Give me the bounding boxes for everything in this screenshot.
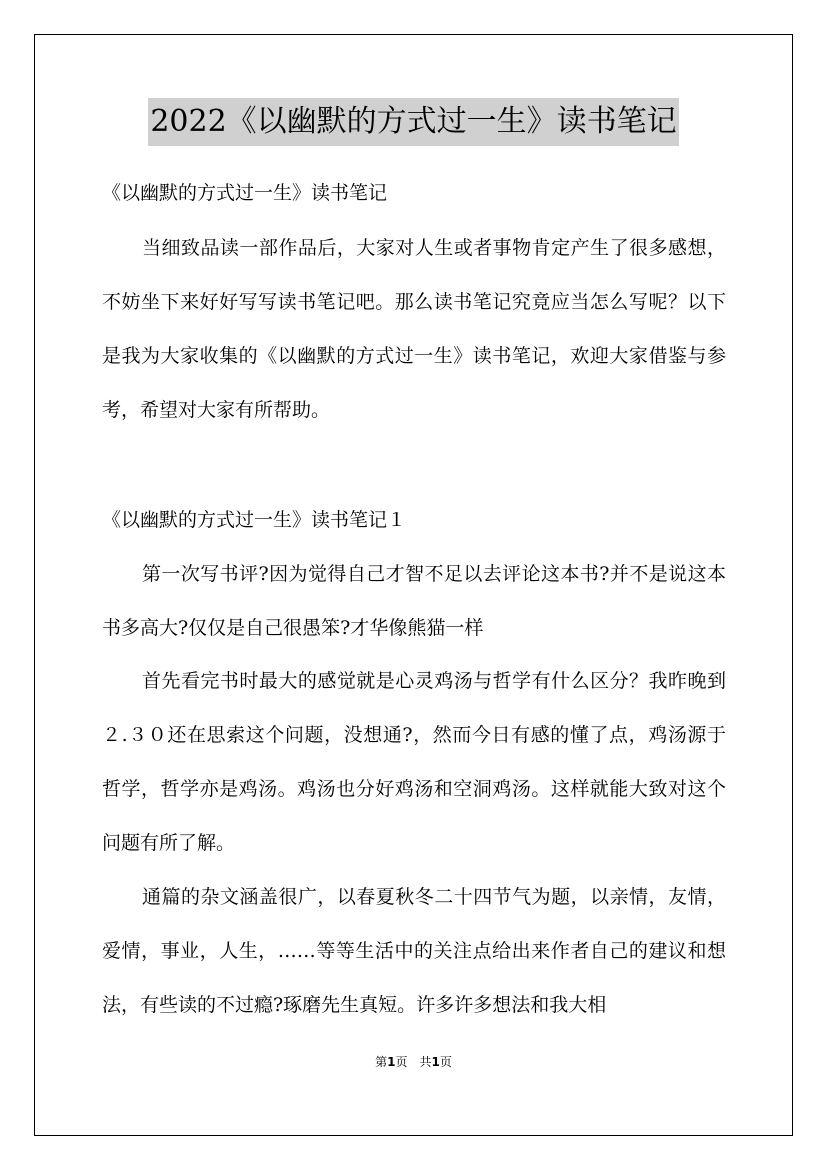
document-subtitle: 《以幽默的方式过一生》读书笔记 — [102, 182, 388, 204]
footer-page-prefix: 第 — [375, 1055, 388, 1069]
footer-page-suffix: 页 共 — [395, 1055, 432, 1069]
body-paragraph-1: 第一次写书评?因为觉得自己才智不足以去评论这本书?并不是说这本书多高大?仅仅是自己很愚笨?才华像熊猫一样 — [102, 563, 726, 639]
document-title: 2022《以幽默的方式过一生》读书笔记 — [148, 98, 678, 146]
footer-total-suffix: 页 — [439, 1055, 452, 1069]
intro-paragraph: 当细致品读一部作品后，大家对人生或者事物肯定产生了很多感想，不妨坐下来好好写写读书笔记吧。那么读书笔记究竟应当怎么写呢？以下是我为大家收集的《以幽默的方式过一生》读书笔记，欢迎大家借鉴与参考，希望对大家有所帮助。 — [102, 237, 726, 421]
footer-total-pages: 1 — [431, 1055, 440, 1069]
body-paragraph-3: 通篇的杂文涵盖很广，以春夏秋冬二十四节气为题，以亲情，友情，爱情，事业，人生，……等等生活中的关注点给出来作者自己的建议和想法，有些读的不过瘾?琢磨先生真短。许多许多想法和我大相 — [102, 886, 726, 1016]
footer-page-number: 1 — [387, 1055, 396, 1069]
section-title: 《以幽默的方式过一生》读书笔记１ — [102, 509, 407, 531]
title-container — [0, 98, 827, 146]
page-footer — [0, 1053, 827, 1071]
body-paragraph-2: 首先看完书时最大的感觉就是心灵鸡汤与哲学有什么区分？我昨晚到２.３０还在思索这个问题，没想通?，然而今日有感的懂了点，鸡汤源于哲学，哲学亦是鸡汤。鸡汤也分好鸡汤和空洞鸡汤。这样就能大致对这个问题有所了解。 — [102, 670, 726, 854]
